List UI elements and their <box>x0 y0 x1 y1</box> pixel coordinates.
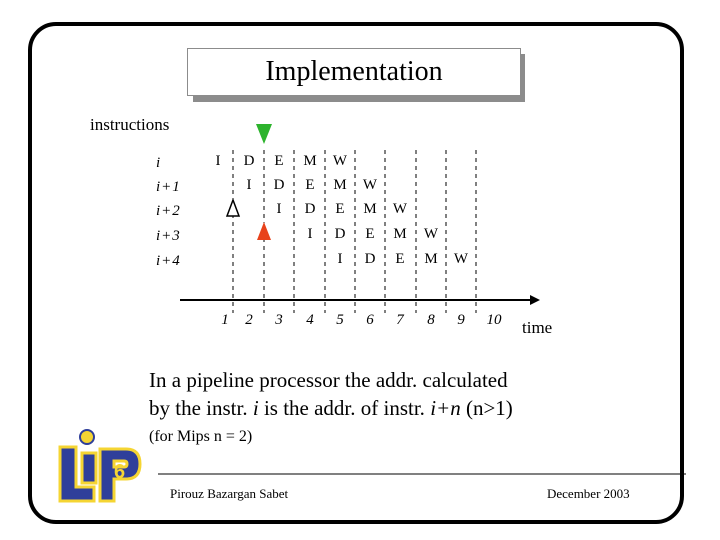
stage-cell: D <box>304 201 316 217</box>
time-tick: 4 <box>306 312 314 328</box>
stage-cell: I <box>307 226 313 242</box>
stage-cell: M <box>333 177 347 193</box>
instr-label-4: i+4 <box>156 253 181 269</box>
time-tick: 10 <box>486 312 502 328</box>
footer-author: Pirouz Bazargan Sabet <box>170 486 289 501</box>
body-line-2-prefix: by the instr. <box>149 396 253 420</box>
stage-cell: W <box>362 177 378 193</box>
instr-label-0: i <box>156 155 162 171</box>
stage-cell: E <box>395 251 405 267</box>
time-tick: 3 <box>275 312 283 328</box>
stage-cell: W <box>453 251 469 267</box>
x-axis-label: time <box>522 318 553 337</box>
footer-date: December 2003 <box>547 486 630 501</box>
instr-label-2: i+2 <box>156 203 181 219</box>
stage-cell: D <box>334 226 346 242</box>
title-text: Implementation <box>265 56 443 87</box>
y-axis-label: instructions <box>90 115 170 134</box>
stage-cell: E <box>365 226 375 242</box>
stage-cell: M <box>303 153 317 169</box>
stage-cell: I <box>276 201 282 217</box>
stage-cell: D <box>273 177 285 193</box>
stage-cell: I <box>215 153 221 169</box>
body-note: (for Mips n = 2) <box>149 428 253 445</box>
body-line-1: In a pipeline processor the addr. calculated <box>149 368 508 392</box>
instr-label-1: i+1 <box>156 179 181 195</box>
stage-cell: M <box>363 201 377 217</box>
instr-label-3: i+3 <box>156 228 181 244</box>
time-tick: 5 <box>336 312 344 328</box>
stage-cell: I <box>337 251 343 267</box>
stage-cell: I <box>246 177 252 193</box>
stage-cell: M <box>424 251 438 267</box>
body-line-2-mid: is the addr. of instr. <box>258 396 431 420</box>
stage-cell: D <box>364 251 376 267</box>
body-line-2-suffix: (n>1) <box>460 396 513 420</box>
stage-cell: W <box>423 226 439 242</box>
stage-cell: W <box>392 201 408 217</box>
stage-cell: E <box>274 153 284 169</box>
stage-cell: W <box>332 153 348 169</box>
logo-six-glyph: 6 <box>114 461 126 483</box>
stage-cell: E <box>305 177 315 193</box>
stage-cell: M <box>393 226 407 242</box>
stage-cell: D <box>243 153 255 169</box>
body-line-2-var2: i+n <box>430 396 461 420</box>
stage-cell: E <box>335 201 345 217</box>
time-tick: 6 <box>366 312 374 328</box>
body-line-2-var1: i <box>252 396 259 420</box>
time-tick: 1 <box>221 312 229 328</box>
time-tick: 9 <box>457 312 465 328</box>
time-tick: 2 <box>245 312 253 328</box>
time-tick: 7 <box>396 312 404 328</box>
time-tick: 8 <box>427 312 435 328</box>
